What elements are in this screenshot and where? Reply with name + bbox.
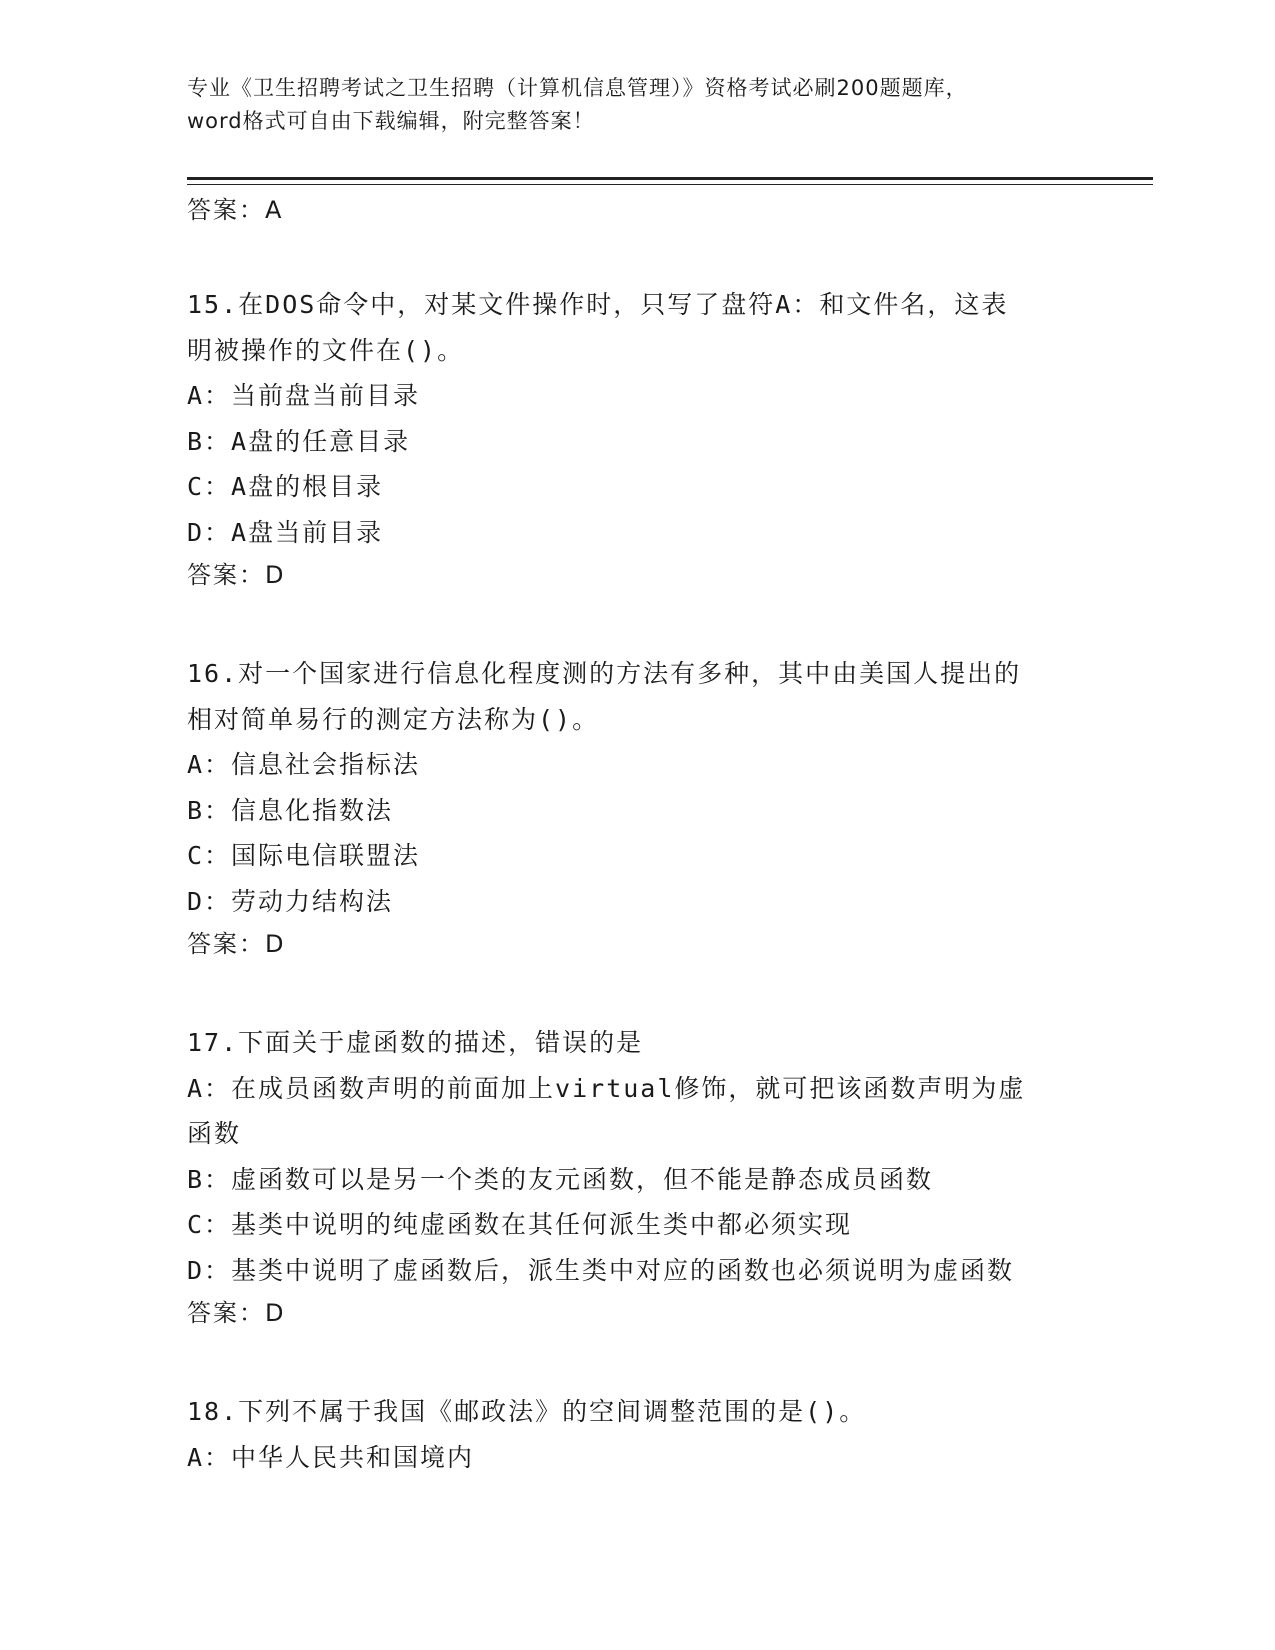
header-line-2: word格式可自由下载编辑，附完整答案！ — [187, 109, 595, 133]
question-16 — [187, 651, 1087, 964]
question-17 — [187, 1020, 1087, 1333]
question-stem: 明被操作的文件在()。 — [187, 335, 465, 365]
option-b: B：A盘的任意目录 — [187, 426, 411, 456]
option-b: B：虚函数可以是另一个类的友元函数，但不能是静态成员函数 — [187, 1164, 934, 1194]
option-a-continued: 函数 — [187, 1119, 242, 1148]
option-d: D：基类中说明了虚函数后，派生类中对应的函数也必须说明为虚函数 — [187, 1255, 1015, 1285]
question-stem: 15.在DOS命令中，对某文件操作时，只写了盘符A：和文件名，这表 — [187, 290, 1009, 319]
answer-line: 答案：D — [187, 930, 286, 958]
option-b: B：信息化指数法 — [187, 795, 394, 825]
option-a: A：信息社会指标法 — [187, 750, 421, 779]
option-d: D：劳动力结构法 — [187, 886, 394, 916]
question-stem: 16.对一个国家进行信息化程度测的方法有多种，其中由美国人提出的 — [187, 659, 1022, 688]
question-18 — [187, 1389, 1087, 1480]
option-a: A：在成员函数声明的前面加上virtual修饰，就可把该函数声明为虚 — [187, 1073, 1026, 1103]
answer-line: 答案：D — [187, 1299, 286, 1327]
question-list — [187, 190, 1087, 1536]
header-divider — [187, 177, 1153, 185]
question-stem: 17.下面关于虚函数的描述，错误的是 — [187, 1028, 644, 1057]
option-c: C：基类中说明的纯虚函数在其任何派生类中都必须实现 — [187, 1210, 853, 1239]
option-c: C：国际电信联盟法 — [187, 841, 421, 870]
page-header — [187, 72, 1087, 138]
option-a: A：中华人民共和国境内 — [187, 1442, 475, 1472]
answer-line: 答案：D — [187, 561, 286, 589]
option-c: C：A盘的根目录 — [187, 472, 384, 501]
header-line-1: 专业《卫生招聘考试之卫生招聘（计算机信息管理）》资格考试必刷200题题库， — [187, 76, 968, 100]
question-15 — [187, 282, 1087, 595]
option-a: A：当前盘当前目录 — [187, 381, 421, 410]
option-d: D：A盘当前目录 — [187, 517, 384, 547]
question-stem: 18.下列不属于我国《邮政法》的空间调整范围的是()。 — [187, 1397, 867, 1426]
question-stem: 相对简单易行的测定方法称为()。 — [187, 704, 600, 734]
answer-line: 答案：A — [187, 196, 284, 224]
